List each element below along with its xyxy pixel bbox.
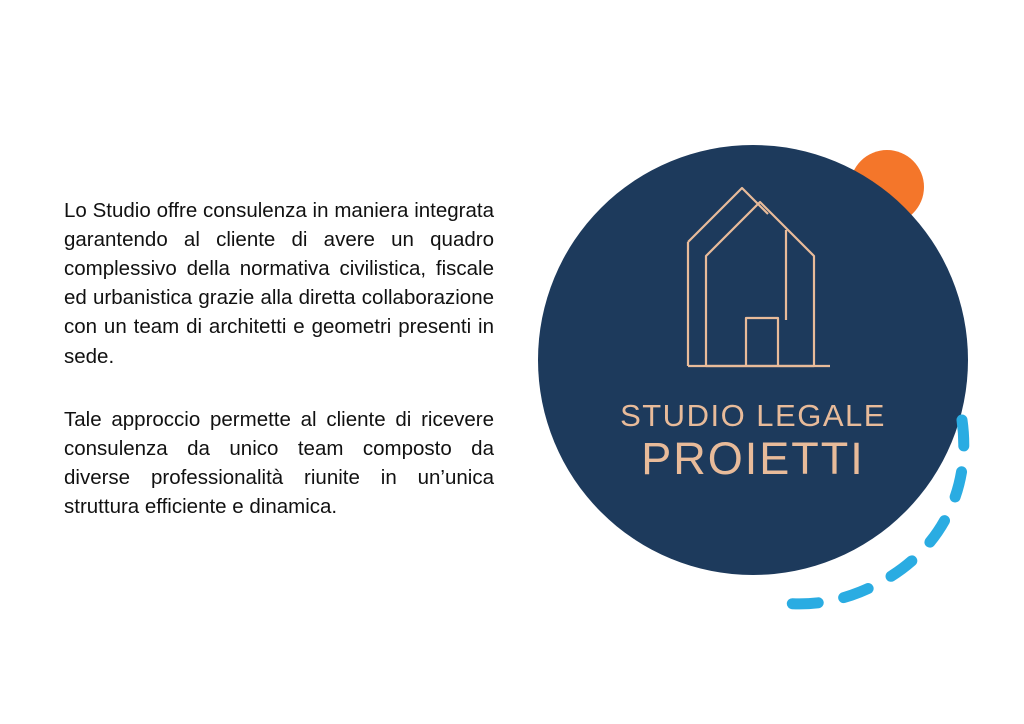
- house-outline-icon: [660, 170, 850, 390]
- text-column: [64, 196, 494, 521]
- logo-wordmark: [538, 398, 968, 484]
- paragraph-1: Lo Studio offre consulenza in maniera integrata garantendo al cliente di avere un quadro complessivo della normativa civilistica, fiscale ed urbanistica grazie alla diretta collaborazione con un team di architetti e geometri presenti in sede.: [64, 199, 494, 368]
- logo-graphic: [520, 120, 1000, 620]
- logo-line-2: PROIETTI: [641, 432, 865, 484]
- paragraph-2: Tale approccio permette al cliente di ricevere consulenza da unico team composto da diverse professionalità riunite in un’unica struttura efficiente e dinamica.: [64, 407, 494, 518]
- logo-line-1: STUDIO LEGALE: [620, 398, 886, 433]
